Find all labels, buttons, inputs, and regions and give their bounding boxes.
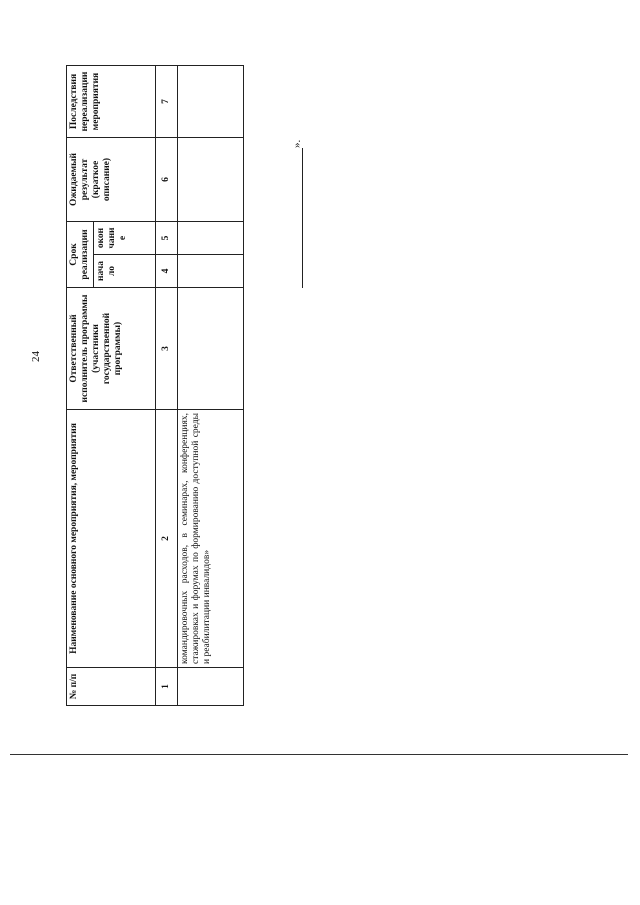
row-start	[177, 255, 243, 288]
row-name: командировочных расходов, в семинарах, конференциях, стажировках и форумах по формированию доступной среды и реабилитации инвалидов»	[177, 410, 243, 668]
column-number: 5	[155, 222, 177, 255]
header-start: нача ло	[93, 255, 155, 288]
row-executor	[177, 288, 243, 410]
header-num: № п/п	[67, 668, 156, 706]
row-end	[177, 222, 243, 255]
header-consequences: Последствия нереализации мероприятия	[67, 66, 156, 138]
header-result: Ожидаемый результат (краткое описание)	[67, 138, 156, 222]
column-number: 6	[155, 138, 177, 222]
column-number: 3	[155, 288, 177, 410]
header-executor: Ответственный исполнитель программы (участники государственной программы)	[67, 288, 156, 410]
column-number: 4	[155, 255, 177, 288]
header-end: окон чани е	[93, 222, 155, 255]
column-number: 1	[155, 668, 177, 706]
row-consequences	[177, 66, 243, 138]
signature-line	[293, 148, 303, 288]
page-number: 24	[30, 351, 42, 362]
row-result	[177, 138, 243, 222]
column-number: 2	[155, 410, 177, 668]
page-separator	[10, 754, 628, 755]
header-name: Наименование основного мероприятия, мероприятия	[67, 410, 156, 668]
closing-mark: ».	[291, 140, 303, 288]
row-num	[177, 668, 243, 706]
column-number: 7	[155, 66, 177, 138]
measures-table	[66, 65, 244, 706]
header-period: Срок реализации	[67, 222, 94, 288]
rotated-table-container	[66, 66, 244, 706]
